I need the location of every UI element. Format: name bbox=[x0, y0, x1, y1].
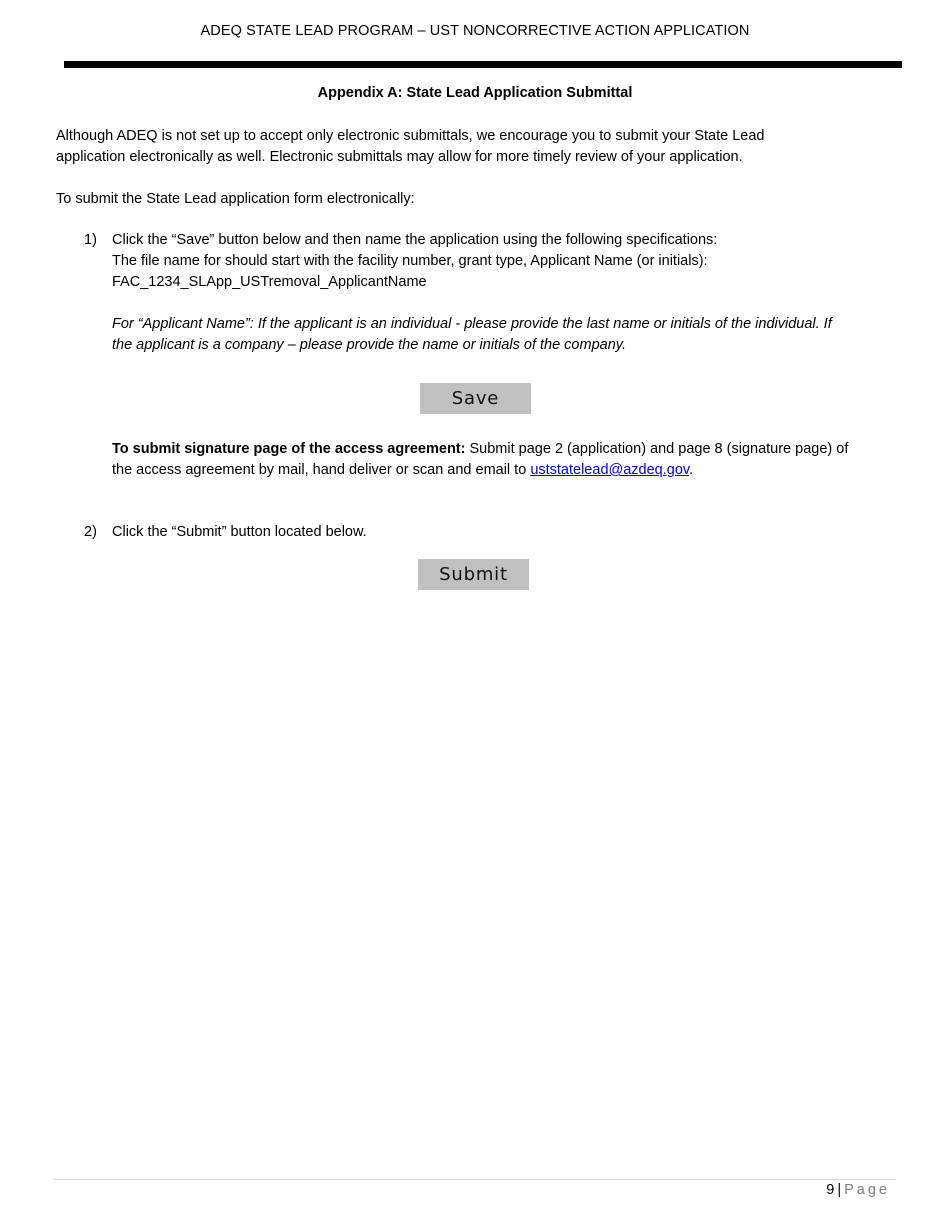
step-1-text bbox=[112, 230, 902, 293]
step-1-filename-example: FAC_1234_SLApp_USTremoval_ApplicantName bbox=[112, 274, 427, 290]
signature-text-1: Submit page 2 (application) and page 8 (signature page) of bbox=[465, 441, 849, 457]
page-number: 9 bbox=[826, 1182, 835, 1198]
applicant-name-note bbox=[112, 314, 902, 356]
footer-separator: | bbox=[837, 1182, 842, 1198]
header-divider bbox=[64, 61, 902, 68]
page-footer bbox=[826, 1181, 890, 1199]
howto-paragraph: To submit the State Lead application form electronically: bbox=[56, 191, 415, 207]
document-header-title: ADEQ STATE LEAD PROGRAM – UST NONCORRECTIVE ACTION APPLICATION bbox=[200, 23, 750, 39]
signature-instructions bbox=[112, 439, 902, 481]
applicant-note-line-1: For “Applicant Name”: If the applicant is an individual - please provide the last name or initials of the individual. If bbox=[112, 316, 832, 332]
step-2-number: 2) bbox=[84, 524, 97, 540]
appendix-heading: Appendix A: State Lead Application Submittal bbox=[317, 85, 633, 101]
intro-line-1: Although ADEQ is not set up to accept only electronic submittals, we encourage you to submit your State Lead bbox=[56, 128, 765, 144]
signature-text-2: the access agreement by mail, hand deliver or scan and email to bbox=[112, 462, 531, 478]
page-label: Page bbox=[844, 1182, 890, 1198]
submit-button[interactable]: Submit bbox=[418, 559, 529, 590]
intro-paragraph bbox=[56, 126, 906, 168]
step-1-line-2: The file name for should start with the facility number, grant type, Applicant Name (or initials): bbox=[112, 253, 708, 269]
intro-line-2: application electronically as well. Electronic submittals may allow for more timely review of your application. bbox=[56, 149, 743, 165]
step-1-number: 1) bbox=[84, 232, 97, 248]
applicant-note-line-2: the applicant is a company – please provide the name or initials of the company. bbox=[112, 337, 626, 353]
save-button[interactable]: Save bbox=[420, 383, 531, 414]
step-1-line-1: Click the “Save” button below and then name the application using the following specifications: bbox=[112, 232, 718, 248]
step-2-text: Click the “Submit” button located below. bbox=[112, 524, 367, 540]
footer-divider bbox=[54, 1179, 896, 1180]
signature-lead: To submit signature page of the access agreement: bbox=[112, 441, 466, 457]
email-link[interactable]: uststatelead@azdeq.gov bbox=[530, 462, 690, 478]
signature-trailing: . bbox=[689, 462, 694, 478]
